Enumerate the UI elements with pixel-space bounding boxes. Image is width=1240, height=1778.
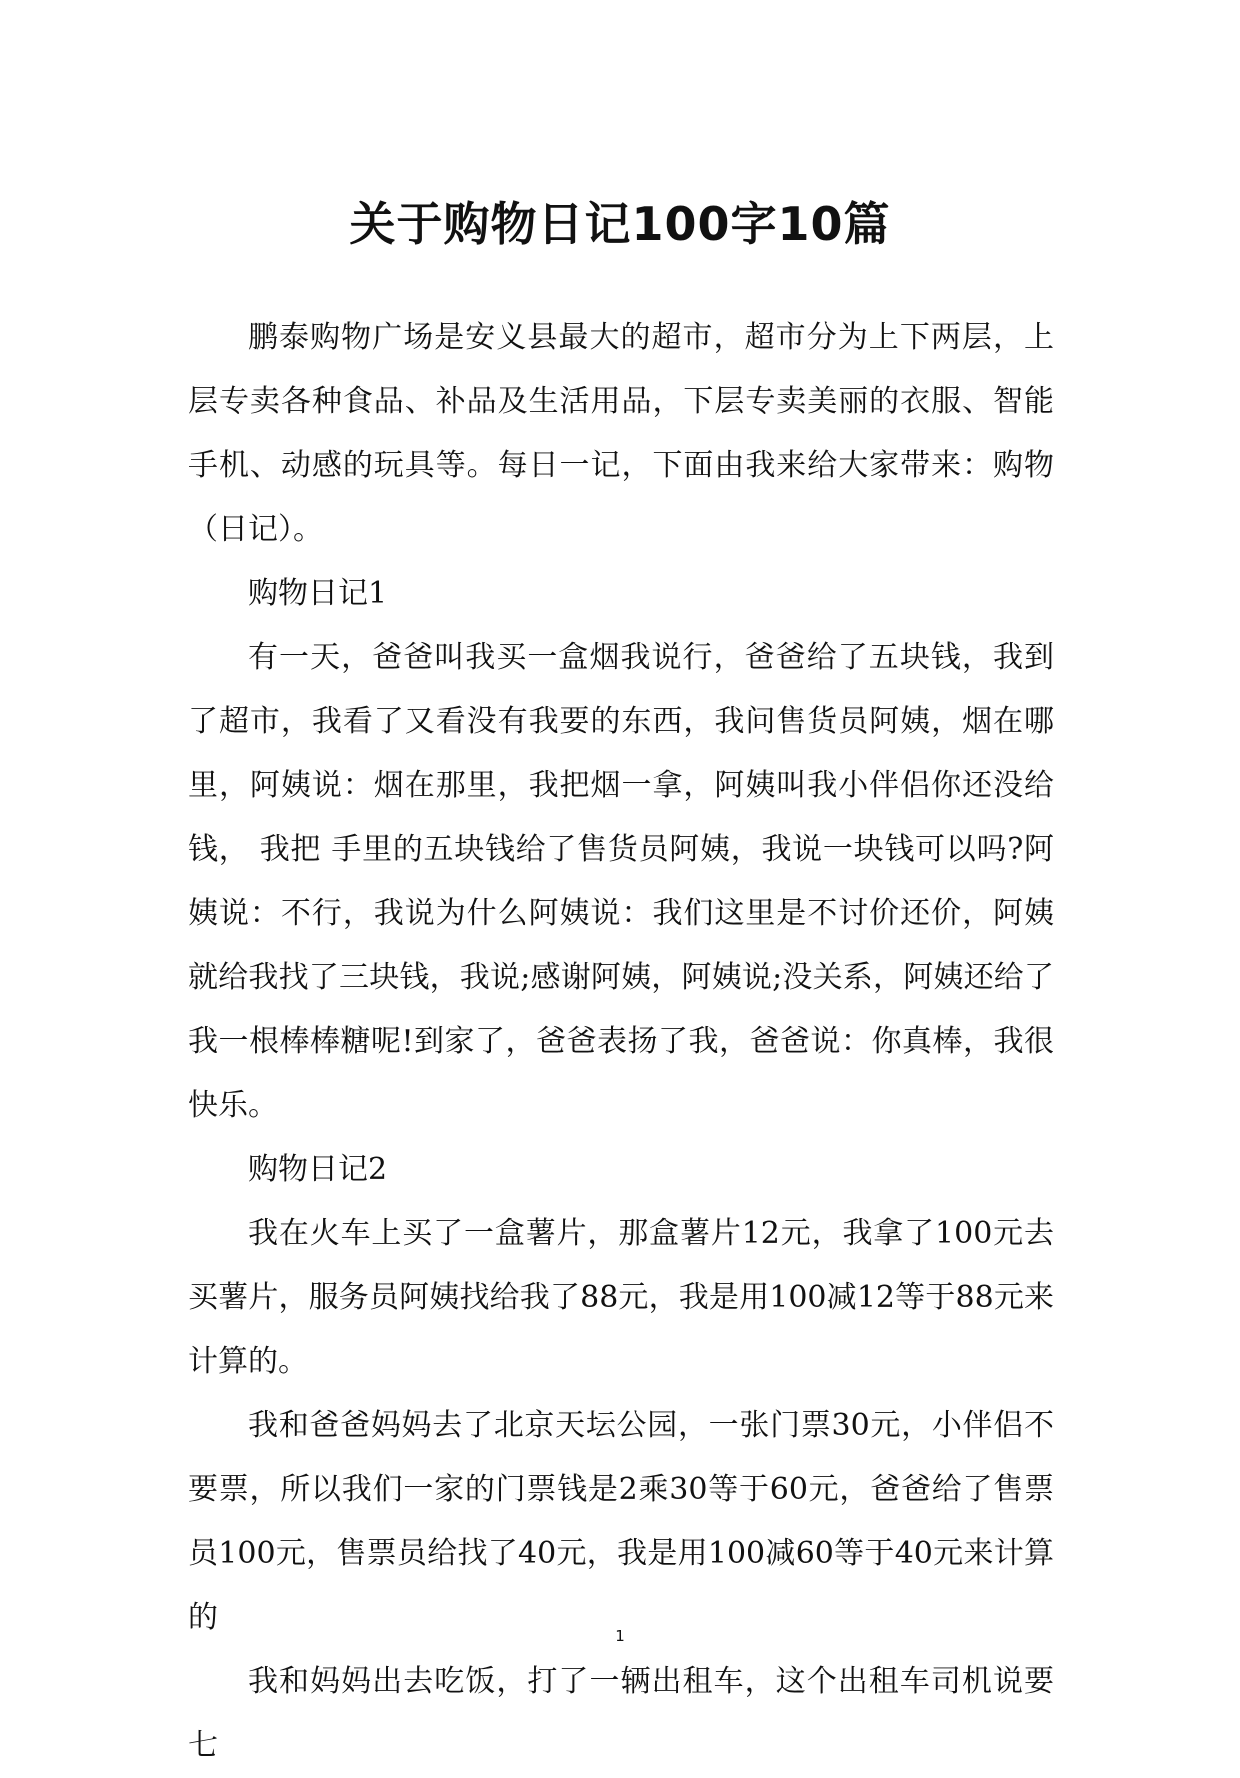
diary-2-paragraph-taxi: 我和妈妈出去吃饭，打了一辆出租车，这个出租车司机说要七 xyxy=(188,1664,1054,1763)
section-heading-diary-1: 购物日记1 xyxy=(248,576,388,611)
section-heading-diary-2: 购物日记2 xyxy=(248,1152,388,1187)
diary-2-paragraph-chips: 我在火车上买了一盒薯片，那盒薯片12元，我拿了100元去买薯片，服务员阿姨找给我了88元，我是用100减12等于88元来计算的。 xyxy=(188,1216,1054,1379)
intro-paragraph: 鹏泰购物广场是安义县最大的超市，超市分为上下两层，上层专卖各种食品、补品及生活用品，下层专卖美丽的衣服、智能手机、动感的玩具等。每日一记，下面由我来给大家带来：购物（日记）。 xyxy=(188,320,1054,547)
diary-1-paragraph: 有一天，爸爸叫我买一盒烟我说行，爸爸给了五块钱，我到了超市，我看了又看没有我要的东西，我问售货员阿姨，烟在哪里，阿姨说：烟在那里，我把烟一拿，阿姨叫我小伴侣你还没给钱， 我把 手里的五块钱给了售货员阿姨，我说一块钱可以吗?阿姨说：不行，我说为什么阿姨说：我们这里是不讨价还价，阿姨就给我找了三块钱，我说;感谢阿姨，阿姨说;没关系，阿姨还给了我一根棒棒糖呢!到家了，爸爸表扬了我，爸爸说：你真棒，我很快乐。 xyxy=(188,640,1054,1123)
document-title: 关于购物日记100字10篇 xyxy=(349,197,891,251)
page-number: 1 xyxy=(615,1627,625,1645)
document-body xyxy=(188,306,1054,1778)
diary-2-paragraph-tiantan: 我和爸爸妈妈去了北京天坛公园，一张门票30元，小伴侣不要票，所以我们一家的门票钱是2乘30等于60元，爸爸给了售票员100元，售票员给找了40元，我是用100减60等于40元来计算的 xyxy=(188,1408,1054,1635)
